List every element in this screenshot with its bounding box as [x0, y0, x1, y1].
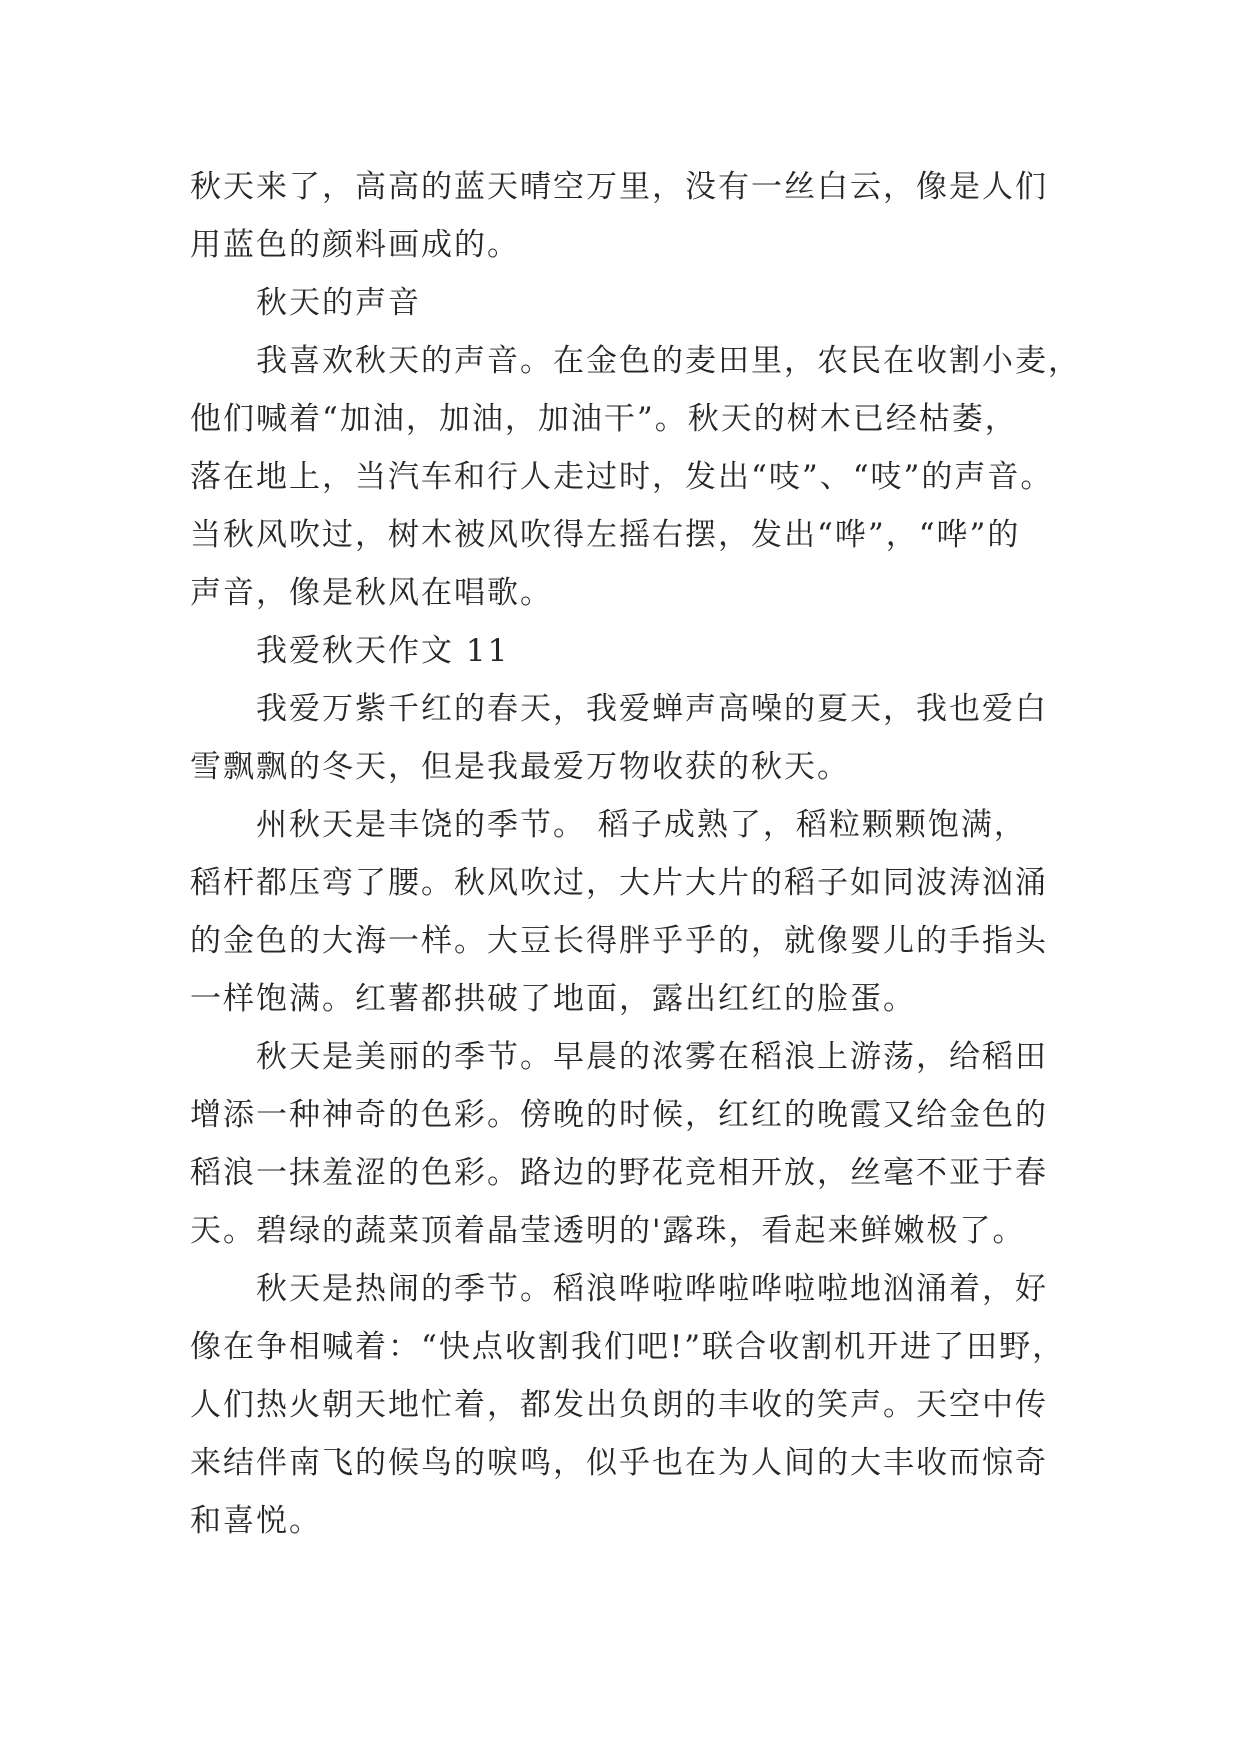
text-line: 增添一种神奇的色彩。傍晚的时候，红红的晚霞又给金色的 [190, 1097, 1048, 1133]
text-line: 秋天是美丽的季节。早晨的浓雾在稻浪上游荡，给稻田 [256, 1039, 1048, 1075]
text-line: 和喜悦。 [190, 1503, 322, 1539]
paragraph [190, 332, 1081, 622]
paragraph [190, 1028, 1060, 1260]
text-line: 天。碧绿的蔬菜顶着晶莹透明的'露珠，看起来鲜嫩极了。 [190, 1213, 1026, 1249]
paragraph [190, 158, 1060, 274]
section-heading [190, 622, 1060, 680]
text-line: 的金色的大海一样。大豆长得胖乎乎的，就像婴儿的手指头 [190, 923, 1048, 959]
text-line: 来结伴南飞的候鸟的唳鸣，似乎也在为人间的大丰收而惊奇 [190, 1445, 1048, 1481]
text-line: 落在地上，当汽车和行人走过时，发出“吱”、“吱”的声音。 [190, 459, 1054, 495]
heading-line: 秋天的声音 [256, 285, 421, 321]
text-line: 州秋天是丰饶的季节。 稻子成熟了，稻粒颗颗饱满， [256, 807, 1027, 843]
paragraph [190, 1260, 1066, 1550]
paragraph [190, 796, 1060, 1028]
text-line: 稻杆都压弯了腰。秋风吹过，大片大片的稻子如同波涛汹涌 [190, 865, 1048, 901]
text-line: 声音，像是秋风在唱歌。 [190, 575, 553, 611]
text-line: 我爱万紫千红的春天，我爱蝉声高噪的夏天，我也爱白 [256, 691, 1048, 727]
text-line: 用蓝色的颜料画成的。 [190, 227, 520, 263]
text-line: 雪飘飘的冬天，但是我最爱万物收获的秋天。 [190, 749, 850, 785]
text-line: 人们热火朝天地忙着，都发出负朗的丰收的笑声。天空中传 [190, 1387, 1048, 1423]
paragraph [190, 680, 1060, 796]
text-line: 一样饱满。红薯都拱破了地面，露出红红的脸蛋。 [190, 981, 916, 1017]
text-line: 像在争相喊着：“快点收割我们吧!”联合收割机开进了田野， [190, 1329, 1066, 1365]
document-body [190, 158, 1081, 1550]
text-line: 当秋风吹过，树木被风吹得左摇右摆，发出“哗”，“哗”的 [190, 517, 1021, 553]
text-line: 稻浪一抹羞涩的色彩。路边的野花竞相开放，丝毫不亚于春 [190, 1155, 1048, 1191]
heading-line: 我爱秋天作文 11 [256, 633, 510, 669]
text-line: 秋天是热闹的季节。稻浪哗啦哗啦哗啦啦地汹涌着，好 [256, 1271, 1048, 1307]
text-line: 他们喊着“加油，加油，加油干”。秋天的树木已经枯萎， [190, 401, 1018, 437]
text-line: 我喜欢秋天的声音。在金色的麦田里，农民在收割小麦， [256, 343, 1081, 379]
text-line: 秋天来了，高高的蓝天晴空万里，没有一丝白云，像是人们 [190, 169, 1048, 205]
section-heading [190, 274, 1060, 332]
